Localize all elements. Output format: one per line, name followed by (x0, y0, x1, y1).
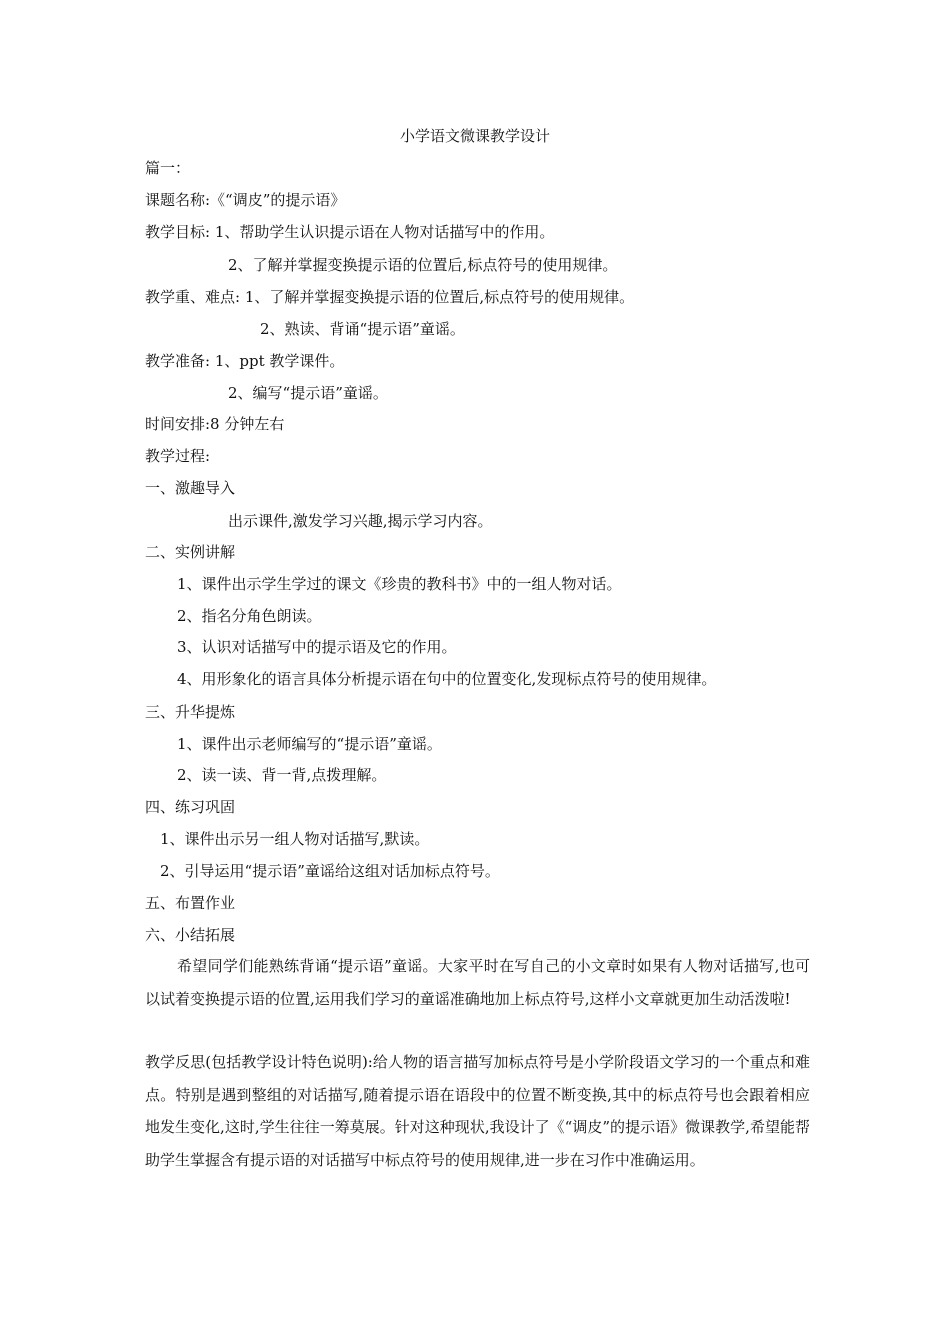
step-4-item-2: 2、引导运用“提示语”童谣给这组对话加标点符号。 (160, 862, 500, 880)
teaching-goal-2: 2、了解并掌握变换提示语的位置后,标点符号的使用规律。 (228, 256, 618, 274)
process-heading: 教学过程: (145, 447, 211, 465)
step-2-item-2: 2、指名分角色朗读。 (177, 607, 322, 625)
document-title: 小学语文微课教学设计 (399, 127, 550, 145)
preparation-2: 2、编写“提示语”童谣。 (228, 384, 388, 402)
step-3-heading: 三、升华提炼 (145, 703, 236, 721)
step-1-item: 出示课件,激发学习兴趣,揭示学习内容。 (228, 512, 493, 530)
step-1-heading: 一、激趣导入 (145, 479, 236, 497)
step-4-item-1: 1、课件出示另一组人物对话描写,默读。 (160, 830, 430, 848)
lesson-topic: 课题名称:《“调皮”的提示语》 (145, 191, 346, 209)
step-2-item-4: 4、用形象化的语言具体分析提示语在句中的位置变化,发现标点符号的使用规律。 (177, 670, 717, 688)
summary-paragraph: 希望同学们能熟练背诵“提示语”童谣。大家平时在写自己的小文章时如果有人物对话描写,也可以试着变换提示语的位置,运用我们学习的童谣准确地加上标点符号,这样小文章就更加生动活泼啦! (145, 957, 810, 1008)
section-label: 篇一： (145, 159, 191, 177)
step-2-item-3: 3、认识对话描写中的提示语及它的作用。 (177, 638, 457, 656)
key-points-2: 2、熟读、背诵“提示语”童谣。 (260, 320, 465, 338)
step-3-item-2: 2、读一读、背一背,点拨理解。 (177, 766, 387, 784)
time-arrangement: 时间安排:8 分钟左右 (145, 415, 285, 433)
step-4-heading: 四、练习巩固 (145, 798, 236, 816)
key-points-1: 教学重、难点: 1、了解并掌握变换提示语的位置后,标点符号的使用规律。 (145, 288, 635, 306)
reflection-paragraph: 教学反思(包括教学设计特色说明):给人物的语言描写加标点符号是小学阶段语文学习的一个重点和难点。特别是遇到整组的对话描写,随着提示语在语段中的位置不断变换,其中的标点符号也会跟着相应地发生变化,这时,学生往往一筹莫展。针对这种现状,我设计了《“调皮”的提示语》微课教学,希望能帮助学生掌握含有提示语的对话描写中标点符号的使用规律,进一步在习作中准确运用。 (145, 1053, 810, 1169)
step-6-heading: 六、小结拓展 (145, 926, 236, 944)
step-2-heading: 二、实例讲解 (145, 543, 236, 561)
preparation-1: 教学准备: 1、ppt 教学课件。 (145, 352, 345, 370)
step-5-heading: 五、布置作业 (145, 894, 236, 912)
teaching-goal-1: 教学目标: 1、帮助学生认识提示语在人物对话描写中的作用。 (145, 223, 555, 241)
step-2-item-1: 1、课件出示学生学过的课文《珍贵的教科书》中的一组人物对话。 (177, 575, 622, 593)
step-3-item-1: 1、课件出示老师编写的“提示语”童谣。 (177, 735, 442, 753)
